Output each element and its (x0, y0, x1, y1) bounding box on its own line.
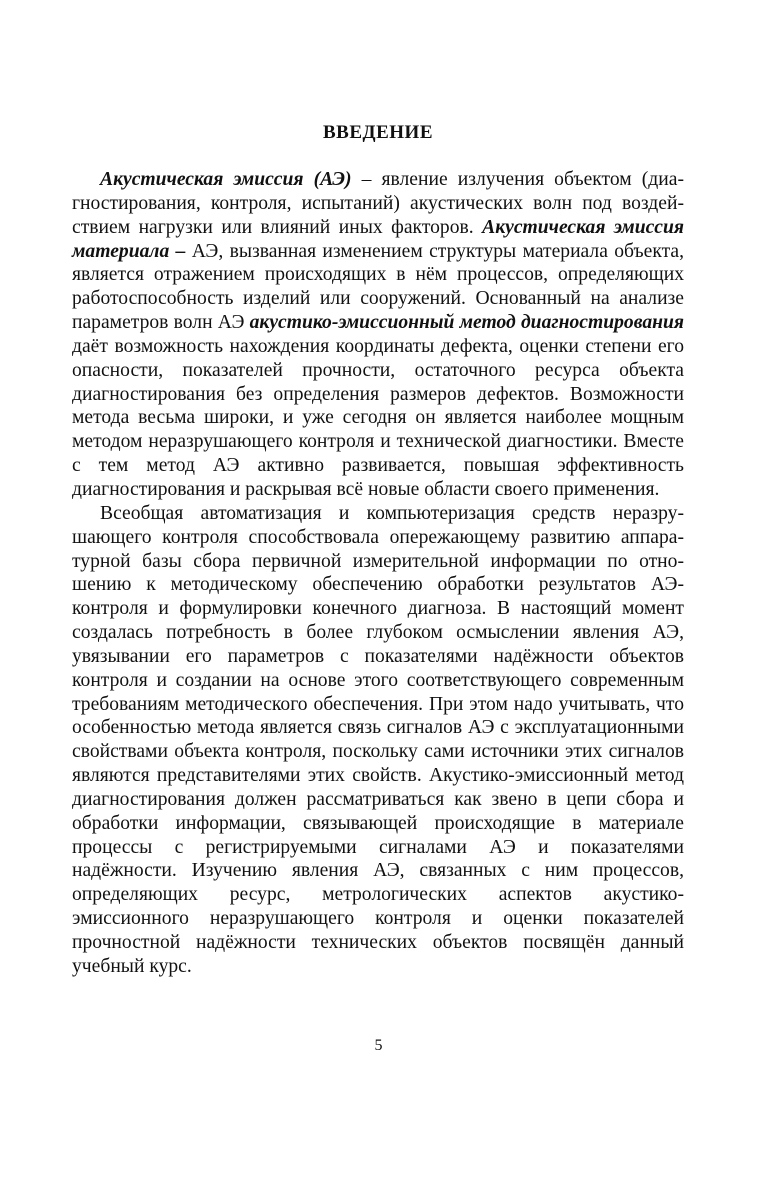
document-page (72, 110, 684, 979)
term-ae-diagnostic-method: акустико-эмиссионный метод диагностирования (249, 312, 684, 334)
paragraph-intro-text-2: АЭ, вызванная изменением структуры материала объекта, является отражением происходящих в нём процессов, определяющих работоспособность изделий или сооружений. Основанный на анализе параметров волн АЭ (72, 240, 685, 334)
term-material-acoustic-emission: Акустическая эмиссия материала – (72, 216, 684, 262)
page-number: 5 (374, 1037, 383, 1054)
paragraph-automation: Всеобщая автоматизация и компьютеризация средств неразрушающего контроля способствовала опережающему развитию аппаратурной базы сбора первичной измерительной информации по отношению к методическому обеспечению обработки результатов АЭ-контроля и формулировки конечного диагноза. В настоящий момент создалась потребность в более глубоком осмыслении явления АЭ, увязывании его параметров с показателями надёжности объектов контроля и создании на основе этого соответствующего современным требованиям методического обеспечения. При этом надо учитывать, что особенностью метода является связь сигналов АЭ с эксплуатационными свойствами объекта контроля, поскольку сами источники этих сигналов являются представителями этих свойств. Акустико-эмиссионный метод диагностирования должен рассматриваться как звено в цепи сбора и обработки информации, связывающей происходящие в материале процессы с регистрируемыми сигналами АЭ и показателями надёжности. Изучению явления АЭ, связанных с ним процессов, определяющих ресурс, метрологических аспектов акустико-эмиссионного неразрушающего контроля и оценки показателей прочностной надёжности технических объектов посвящён данный учебный курс. (72, 502, 684, 977)
paragraph-intro-text-1: – явление излучения объектом (диагностирования, контроля, испытаний) акустических волн под воздействием нагрузки или влияний иных факторов. (72, 169, 684, 238)
paragraph-intro (72, 168, 684, 502)
term-acoustic-emission: Акустическая эмиссия (АЭ) (100, 169, 352, 190)
paragraph-intro-text-3: даёт возможность нахождения координаты дефекта, оценки степени его опасности, показателей прочности, остаточного ресурса объекта диагностирования без определения размеров дефектов. Возможности метода весьма широки, и уже сегодня он является наиболее мощным методом неразрушающего контроля и технической диагностики. Вместе с тем метод АЭ активно развивается, повышая эффективность диагностирования и раскрывая всё новые области своего применения. (72, 335, 684, 500)
section-title: ВВЕДЕНИЕ (323, 122, 433, 143)
